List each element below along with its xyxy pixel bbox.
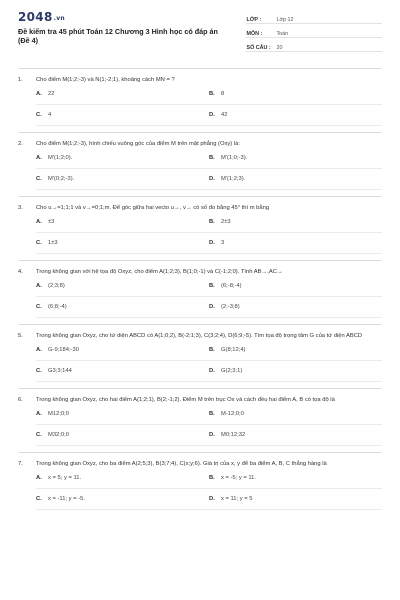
option-text: M'(0;2;-3). (48, 176, 75, 182)
option-text: G(2;3;1) (221, 368, 243, 374)
option-letter: D. (209, 368, 215, 374)
question-divider (18, 452, 382, 453)
question-text-row (18, 393, 382, 404)
option-letter: A. (36, 91, 42, 97)
option-letter: A. (36, 475, 42, 481)
option-text: 3 (221, 240, 225, 246)
option-text: x = -5; y = 11. (221, 475, 257, 481)
option-letter: D. (209, 432, 215, 438)
option-letter: D. (209, 496, 215, 502)
option-letter: B. (209, 411, 215, 417)
answer-option[interactable] (209, 425, 382, 446)
answer-option[interactable] (209, 148, 382, 169)
option-text: 4 (48, 112, 52, 118)
option-text: (2;-3;8) (221, 304, 240, 310)
answer-option[interactable] (209, 340, 382, 361)
option-letter: A. (36, 347, 42, 353)
option-text: M'(1;2;3). (221, 176, 246, 182)
answer-option[interactable] (209, 361, 382, 382)
question-number: 7. (18, 461, 23, 467)
meta-row-count (246, 40, 382, 52)
option-letter: D. (209, 112, 215, 118)
option-text: M12;0;0 (48, 411, 69, 417)
option-text: x = 11; y = 5 (221, 496, 253, 502)
question-text: Trong không gian với hệ tọa độ Oxyz, cho điểm A(1;2;3), B(1;0;-1) và C(-1;2;0). Tính AB→,AC→ (36, 269, 283, 275)
question-text: Trong không gian Oxyz, cho hai điểm A(1;2;1), B(2;-1;2). Điểm M trên trục Ox và cách đều hai điểm A, B có tọa độ là (36, 397, 335, 403)
header-divider (18, 68, 382, 69)
answer-option[interactable] (209, 404, 382, 425)
option-letter: D. (209, 304, 215, 310)
option-letter: A. (36, 283, 42, 289)
option-letter: B. (209, 91, 215, 97)
answer-option[interactable] (36, 361, 209, 382)
question-3 (18, 201, 382, 261)
answer-option[interactable] (36, 404, 209, 425)
option-letter: C. (36, 240, 42, 246)
question-number: 5. (18, 333, 23, 339)
option-text: M-12;0;0 (221, 411, 244, 417)
option-text: 8 (221, 91, 225, 97)
answer-option[interactable] (36, 297, 209, 318)
option-letter: B. (209, 283, 215, 289)
option-letter: A. (36, 219, 42, 225)
question-text: Cho điểm M(1;2;-3), hình chiếu vuông góc của điểm M trên mặt phẳng (Oxy) là: (36, 141, 240, 147)
answer-option[interactable] (36, 169, 209, 190)
meta-value: Lớp 12 (276, 17, 294, 23)
question-text-row (18, 265, 382, 276)
option-letter: D. (209, 176, 215, 182)
option-text: G-9;184;-30 (48, 347, 79, 353)
meta-row-class (246, 12, 382, 24)
answer-option[interactable] (209, 297, 382, 318)
option-text: (6;8;-4) (48, 304, 67, 310)
question-divider (18, 324, 382, 325)
answer-option[interactable] (209, 233, 382, 254)
question-text: Cho điểm M(1;2;-3) và N(1;-2;1), khoảng cách MN = ? (36, 77, 175, 83)
answer-option[interactable] (36, 105, 209, 126)
answer-options (18, 148, 382, 190)
answer-option[interactable] (36, 340, 209, 361)
answer-option[interactable] (209, 169, 382, 190)
question-number: 6. (18, 397, 23, 403)
question-text-row (18, 201, 382, 212)
answer-options (18, 404, 382, 446)
question-text: Trong không gian Oxyz, cho ba điểm A(2;5;3), B(3;7;4), C(x;y;6). Giá trị của x, y để ba điểm A, B, C thẳng hàng là (36, 461, 327, 467)
question-text-row (18, 457, 382, 468)
option-text: M0;12;32 (221, 432, 246, 438)
question-divider (18, 132, 382, 133)
option-text: G3;3;144 (48, 368, 72, 374)
answer-option[interactable] (36, 148, 209, 169)
option-text: 1±3 (48, 240, 58, 246)
answer-options (18, 84, 382, 126)
option-letter: B. (209, 219, 215, 225)
option-text: 42 (221, 112, 228, 118)
answer-option[interactable] (36, 233, 209, 254)
option-text: 2±3 (221, 219, 231, 225)
question-divider (18, 196, 382, 197)
question-text-row (18, 329, 382, 340)
answer-option[interactable] (36, 84, 209, 105)
meta-value: Toán (276, 31, 289, 37)
option-letter: B. (209, 475, 215, 481)
question-7 (18, 457, 382, 510)
option-letter: A. (36, 411, 42, 417)
option-letter: D. (209, 240, 215, 246)
option-letter: A. (36, 155, 42, 161)
option-text: G(8;12;4) (221, 347, 246, 353)
answer-options (18, 212, 382, 254)
answer-option[interactable] (36, 468, 209, 489)
title-line-2: (Đề 4) (18, 36, 38, 45)
logo-main: 2048 (18, 10, 53, 24)
header-left (18, 10, 246, 45)
option-text: M'(1;0;-3). (221, 155, 248, 161)
exam-meta (246, 12, 382, 54)
option-letter: C. (36, 496, 42, 502)
question-6 (18, 393, 382, 453)
question-list (18, 73, 382, 510)
question-text-row (18, 137, 382, 148)
question-number: 2. (18, 141, 23, 147)
option-text: (2;3;8) (48, 283, 65, 289)
answer-option[interactable] (36, 212, 209, 233)
question-1 (18, 73, 382, 133)
answer-option[interactable] (209, 489, 382, 510)
option-text: (6;-8;-4) (221, 283, 242, 289)
answer-options (18, 340, 382, 382)
option-text: M'(1;2;0). (48, 155, 73, 161)
meta-key: MÔN : (246, 31, 263, 37)
question-number: 4. (18, 269, 23, 275)
question-5 (18, 329, 382, 389)
option-letter: C. (36, 112, 42, 118)
option-letter: C. (36, 176, 42, 182)
answer-option[interactable] (209, 468, 382, 489)
option-letter: C. (36, 368, 42, 374)
question-4 (18, 265, 382, 325)
option-text: x = -11; y = -5. (48, 496, 85, 502)
logo-tld: .vn (53, 15, 65, 22)
page-title (18, 27, 246, 45)
answer-option[interactable] (209, 212, 382, 233)
answer-option[interactable] (36, 425, 209, 446)
question-divider (18, 260, 382, 261)
question-number: 1. (18, 77, 23, 83)
meta-key: SỐ CÂU : (246, 45, 271, 51)
title-line-1: Đề kiểm tra 45 phút Toán 12 Chương 3 Hình học có đáp án (18, 27, 218, 36)
answer-option[interactable] (209, 105, 382, 126)
question-text: Trong không gian Oxyz, cho tứ diện ABCD có A(1;0;2), B(-2;1;3), C(3;2;4), D(6;9;-5). Tìm tọa độ trọng tâm G của tứ diện ABCD (36, 333, 363, 339)
meta-value: 20 (276, 45, 283, 51)
option-text: 22 (48, 91, 55, 97)
meta-key: LỚP : (246, 17, 262, 23)
option-letter: B. (209, 347, 215, 353)
answer-option[interactable] (209, 276, 382, 297)
question-number: 3. (18, 205, 23, 211)
answer-option[interactable] (209, 84, 382, 105)
option-letter: C. (36, 432, 42, 438)
question-2 (18, 137, 382, 197)
question-text-row (18, 73, 382, 84)
answer-options (18, 468, 382, 510)
option-letter: B. (209, 155, 215, 161)
header (18, 10, 382, 62)
question-divider (18, 388, 382, 389)
option-text: M32;0;0 (48, 432, 69, 438)
answer-options (18, 276, 382, 318)
option-text: x = 5; y = 11. (48, 475, 82, 481)
answer-option[interactable] (36, 489, 209, 510)
answer-option[interactable] (36, 276, 209, 297)
question-text: Cho u→=1;1;1 và v→=0;1;m. Để góc giữa hai vecto u→, v→ có số đo bằng 45° thì m bằng (36, 205, 270, 211)
meta-row-subject (246, 26, 382, 38)
option-letter: C. (36, 304, 42, 310)
option-text: ±3 (48, 219, 55, 225)
site-logo[interactable] (18, 10, 246, 24)
